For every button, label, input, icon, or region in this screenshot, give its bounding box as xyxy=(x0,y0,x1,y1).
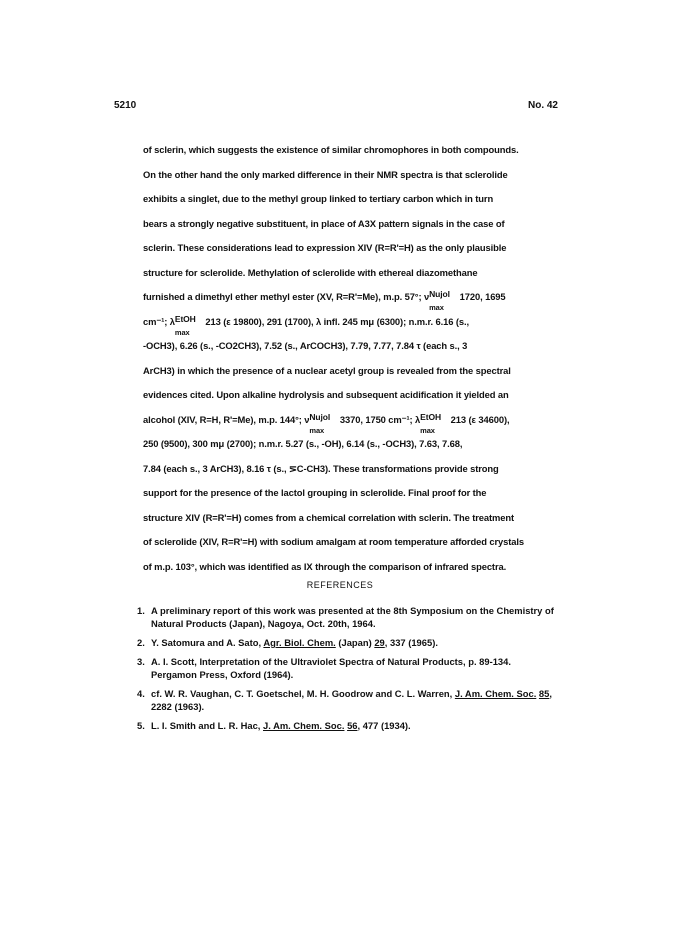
notation-subscript: max xyxy=(420,425,435,435)
reference-volume: 29 xyxy=(374,637,385,648)
text-segment: cm⁻¹; λ xyxy=(143,315,175,327)
text-segment: 1720, 1695 xyxy=(457,291,506,302)
text-line: support for the presence of the lactol grouping in sclerolide. Final proof for the xyxy=(143,487,487,498)
reference-authors: Y. Satomura and A. Sato, xyxy=(151,637,264,648)
notation-superscript: EtOH xyxy=(174,313,196,324)
text-segment: alcohol (XIV, R=H, R'=Me), m.p. 144°; ν xyxy=(143,413,310,425)
reference-item xyxy=(137,655,557,681)
reference-volume: 85 xyxy=(538,688,550,699)
reference-item xyxy=(137,687,557,713)
notation-superscript: EtOH xyxy=(420,411,442,422)
spectroscopy-notation xyxy=(429,289,457,312)
reference-volume: 56 xyxy=(347,720,358,731)
reference-text xyxy=(151,719,557,732)
reference-journal: J. Am. Chem. Soc. xyxy=(454,688,537,699)
text-line: On the other hand the only marked difference in their NMR spectra is that sclerolide xyxy=(143,168,508,180)
text-segment: 3370, 1750 cm⁻¹; λ xyxy=(337,413,421,425)
reference-authors: cf. W. R. Vaughan, C. T. Goetschel, M. H. Goodrow and C. L. Warren, xyxy=(151,688,455,699)
spectroscopy-notation xyxy=(174,313,203,337)
reference-text xyxy=(151,687,557,713)
text-line: structure XIV (R=R'=H) comes from a chemical correlation with sclerin. The treatment xyxy=(143,511,515,523)
body-text xyxy=(143,138,558,579)
notation-superscript: Nujol xyxy=(429,289,450,299)
reference-item xyxy=(137,719,557,732)
notation-subscript: max xyxy=(174,327,190,337)
notation-superscript: Nujol xyxy=(309,411,331,422)
reference-number: 2. xyxy=(137,637,145,648)
journal-issue-number: No. 42 xyxy=(527,100,558,111)
reference-item xyxy=(137,636,557,649)
text-line: exhibits a singlet, due to the methyl group linked to tertiary carbon which in turn xyxy=(143,193,494,204)
reference-pages: , 2282 (1963). xyxy=(151,688,552,712)
spectroscopy-notation xyxy=(309,411,337,435)
reference-number: 4. xyxy=(137,688,145,699)
reference-number: 5. xyxy=(137,720,145,731)
text-line: ArCH3) in which the presence of a nuclear acetyl group is revealed from the spectral xyxy=(143,364,511,376)
page-number: 5210 xyxy=(114,100,137,111)
text-segment: furnished a dimethyl ether methyl ester (XV, R=R'=Me), m.p. 57°; ν xyxy=(143,291,430,302)
reference-list xyxy=(137,604,557,738)
text-line: of sclerin, which suggests the existence of similar chromophores in both compounds. xyxy=(143,144,519,155)
reference-pages: , 477 (1934). xyxy=(357,720,411,731)
text-line: structure for sclerolide. Methylation of sclerolide with ethereal diazomethane xyxy=(143,266,478,278)
reference-pages: , 337 (1965). xyxy=(384,637,438,648)
text-line: 250 (9500), 300 mμ (2700); n.m.r. 5.27 (s., -OH), 6.14 (s., -OCH3), 7.63, 7.68, xyxy=(143,438,463,449)
notation-subscript: max xyxy=(309,425,325,435)
text-line: of m.p. 103°, which was identified as IX through the comparison of infrared spectra. xyxy=(143,560,507,572)
text-line: sclerin. These considerations lead to expression XIV (R=R'=H) as the only plausible xyxy=(143,242,507,253)
references-heading: REFERENCES xyxy=(306,580,374,590)
text-segment: 213 (ε 34600), xyxy=(448,413,510,425)
reference-number: 3. xyxy=(137,656,145,667)
text-segment: 213 (ε 19800), 291 (1700), λ infl. 245 mμ (6300); n.m.r. 6.16 (s., xyxy=(202,315,470,327)
reference-number: 1. xyxy=(137,605,145,616)
reference-journal: J. Am. Chem. Soc. xyxy=(263,720,345,731)
reference-text-segment: (Japan) xyxy=(335,637,375,648)
text-line: 7.84 (each s., 3 ArCH3), 8.16 τ (s., ⋝C-CH3). These transformations provide strong xyxy=(143,462,499,474)
reference-text: A preliminary report of this work was presented at the 8th Symposium on the Chemistry of Natural Products (Japan), Nagoya, Oct. 20th, 1964. xyxy=(151,605,554,629)
spectroscopy-notation xyxy=(420,411,448,435)
text-line xyxy=(143,408,558,433)
reference-item xyxy=(137,604,557,630)
text-line xyxy=(143,285,558,310)
text-line: bears a strongly negative substituent, in place of A3X pattern signals in the case of xyxy=(143,217,505,229)
text-line: evidences cited. Upon alkaline hydrolysis and subsequent acidification it yielded an xyxy=(143,389,509,400)
text-line: -OCH3), 6.26 (s., -CO2CH3), 7.52 (s., ArCOCH3), 7.79, 7.77, 7.84 τ (each s., 3 xyxy=(143,340,468,351)
reference-journal: Agr. Biol. Chem. xyxy=(263,637,336,648)
notation-subscript: max xyxy=(429,303,444,312)
reference-text xyxy=(151,636,557,649)
text-line: of sclerolide (XIV, R=R'=H) with sodium amalgam at room temperature afforded crystals xyxy=(143,536,524,547)
text-line xyxy=(143,310,558,335)
reference-text: A. I. Scott, Interpretation of the Ultraviolet Spectra of Natural Products, p. 89-134. Pergamon Press, Oxford (1964). xyxy=(151,656,511,680)
reference-authors: L. I. Smith and L. R. Hac, xyxy=(151,720,263,731)
